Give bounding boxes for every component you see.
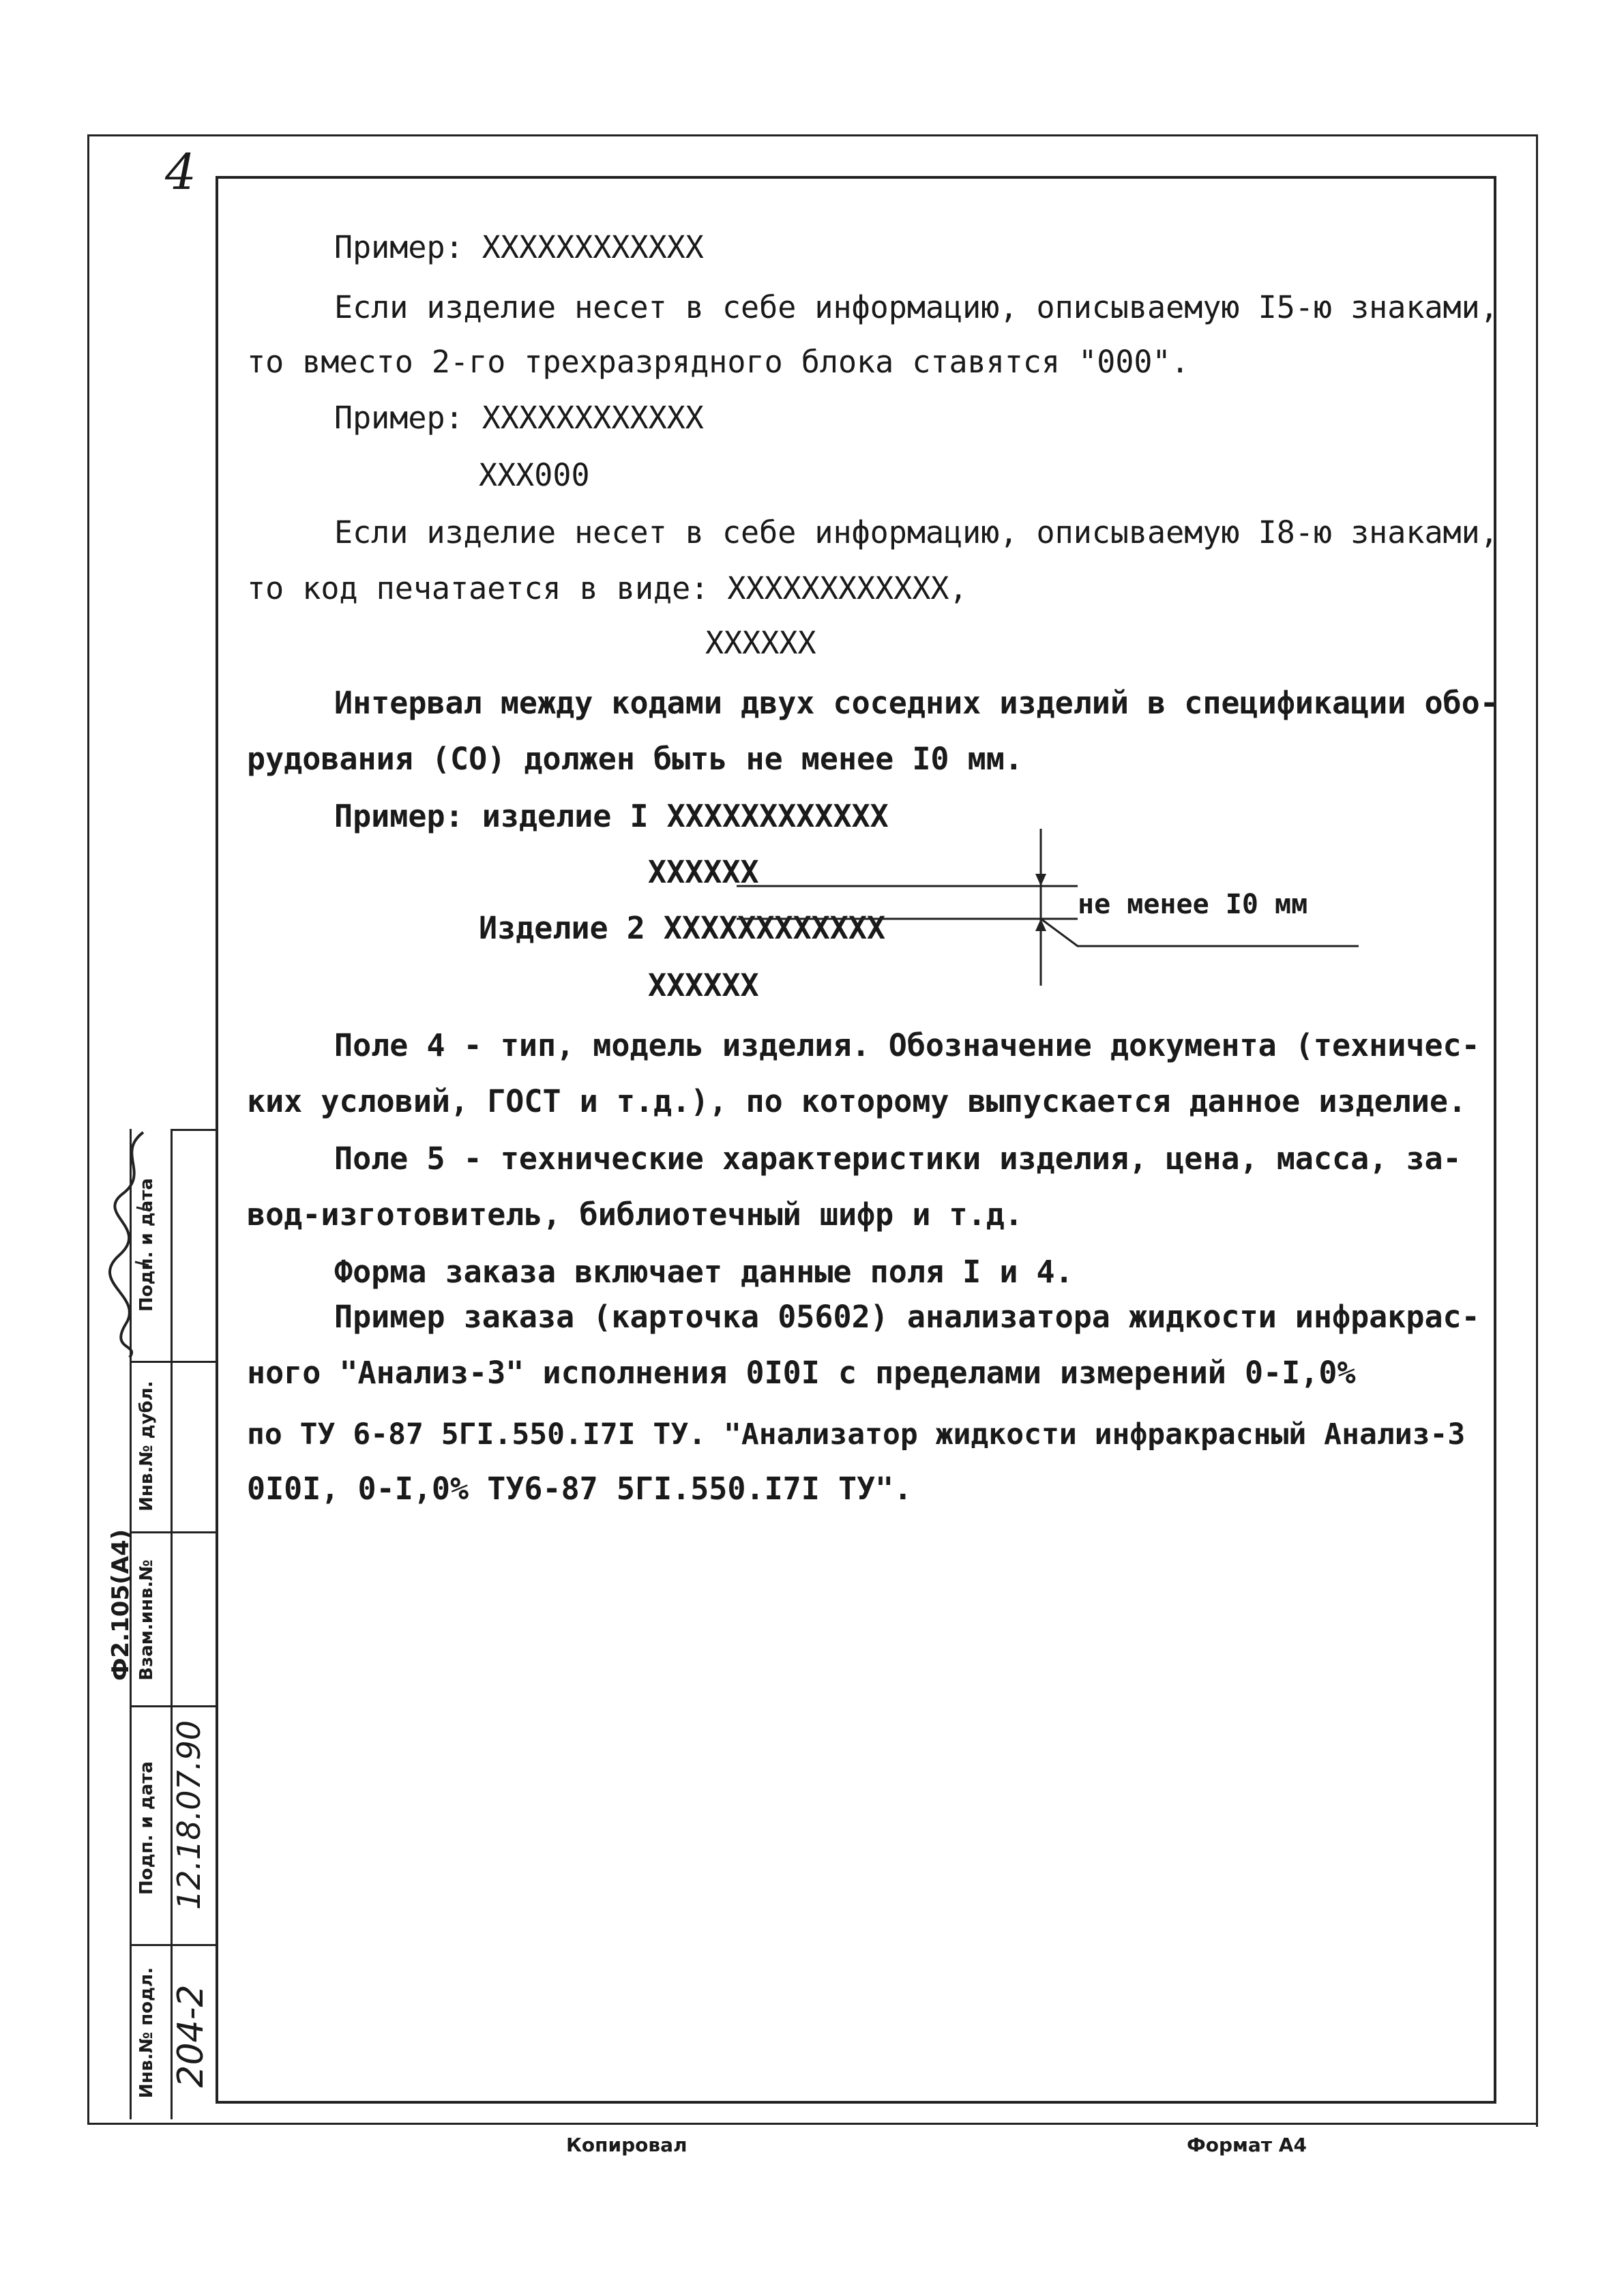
text-line: Пример заказа (карточка 05602) анализатора жидкости инфракрас- bbox=[334, 1299, 1480, 1335]
text-line: Интервал между кодами двух соседних изделий в спецификации обо- bbox=[334, 685, 1498, 721]
text-line: Изделие 2 XXXXXXXXXXXX bbox=[479, 910, 886, 946]
text-line: то код печатается в виде: XXXXXXXXXXXX, bbox=[247, 570, 968, 606]
stamp-field-vzam-inv: Взам.инв.№ bbox=[136, 1559, 157, 1681]
format-label: Формат А4 bbox=[1187, 2134, 1307, 2156]
stamp-field-inv-podl: Инв.№ подл. bbox=[136, 1967, 157, 2099]
dimension-arrow-top bbox=[1035, 874, 1046, 886]
text-line: Если изделие несет в себе информацию, описываемую I8-ю знаками, bbox=[334, 514, 1498, 550]
handwritten-date: 12.18.07.90 bbox=[171, 1720, 207, 1910]
text-line: XXX000 bbox=[479, 457, 590, 493]
dimension-label: не менее I0 мм bbox=[1078, 889, 1308, 920]
outer-frame-bottom bbox=[87, 2123, 1536, 2125]
handwritten-inv-number: 204-2 bbox=[171, 1984, 211, 2088]
text-line: Поле 5 - технические характеристики изделия, цена, масса, за- bbox=[334, 1140, 1462, 1177]
outer-frame-left bbox=[87, 134, 89, 2125]
stamp-top bbox=[171, 1129, 216, 1131]
text-line: рудования (СО) должен быть не менее I0 мм. bbox=[247, 741, 1023, 777]
text-line: XXXXXX bbox=[648, 967, 759, 1003]
text-line: ного "Анализ-3" исполнения 0I0I с пределами измерений 0-I,0% bbox=[247, 1355, 1356, 1391]
page-number: 4 bbox=[165, 143, 196, 201]
text-line: XXXXXX bbox=[705, 625, 816, 661]
copied-label: Копировал bbox=[566, 2134, 688, 2156]
form-code: Ф2.105(А4) bbox=[107, 1529, 134, 1681]
stamp-field-inv-dubl: Инв.№ дубл. bbox=[136, 1381, 157, 1512]
dimension-leader bbox=[1041, 919, 1359, 946]
text-line: XXXXXX bbox=[648, 854, 759, 890]
text-line: Поле 4 - тип, модель изделия. Обозначение документа (техничес- bbox=[334, 1027, 1480, 1063]
stamp-field-podp-data-2: Подп. и дата bbox=[136, 1178, 157, 1312]
text-line: Пример: XXXXXXXXXXXX bbox=[334, 229, 704, 265]
text-line: 0I0I, 0-I,0% ТУ6-87 5ГI.550.I7I ТУ". bbox=[247, 1471, 913, 1507]
text-line: вод-изготовитель, библиотечный шифр и т.д. bbox=[247, 1196, 1023, 1233]
text-line: Форма заказа включает данные поля I и 4. bbox=[334, 1254, 1074, 1290]
stamp-field-podp-data: Подп. и дата bbox=[136, 1761, 157, 1895]
text-line: то вместо 2-го трехразрядного блока ставятся "000". bbox=[247, 344, 1189, 380]
text-line: Пример: XXXXXXXXXXXX bbox=[334, 400, 704, 436]
text-line: по ТУ 6-87 5ГI.550.I7I ТУ. "Анализатор жидкости инфракрасный Анализ-3 bbox=[247, 1417, 1466, 1452]
signature-scribble bbox=[102, 1125, 164, 1364]
inner-frame bbox=[216, 176, 1496, 2104]
stamp-row-line bbox=[130, 1944, 216, 1946]
text-line: ких условий, ГОСТ и т.д.), по которому выпускается данное изделие. bbox=[247, 1083, 1467, 1119]
text-line: Пример: изделие I XXXXXXXXXXXX bbox=[334, 798, 889, 834]
text-line: Если изделие несет в себе информацию, описываемую I5-ю знаками, bbox=[334, 289, 1498, 325]
